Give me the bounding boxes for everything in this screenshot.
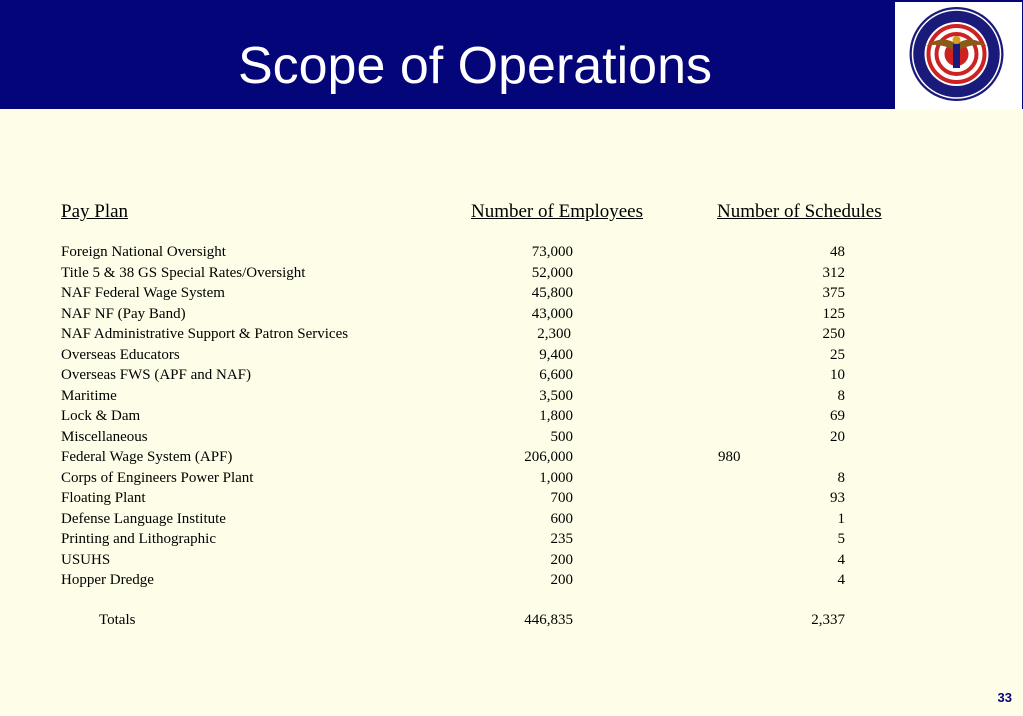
table-row xyxy=(61,529,901,550)
schedules-cell: 20 xyxy=(830,428,845,445)
employees-cell: 43,000 xyxy=(531,305,573,322)
employees-cell: 2,300 xyxy=(537,326,571,342)
pay-plan-cell: Maritime xyxy=(61,387,117,404)
column-header-schedules: Number of Schedules xyxy=(717,201,882,222)
table-row xyxy=(61,283,901,304)
slide-title: Scope of Operations xyxy=(237,37,713,95)
pay-plan-cell: Hopper Dredge xyxy=(61,572,154,588)
table-row xyxy=(61,365,901,386)
pay-plan-cell: Overseas Educators xyxy=(61,346,180,363)
table-row xyxy=(61,488,901,509)
employees-cell: 700 xyxy=(550,490,573,506)
employees-cell: 200 xyxy=(550,572,573,588)
schedules-cell: 25 xyxy=(830,346,845,363)
employees-cell: 1,000 xyxy=(539,469,573,486)
employees-cell: 235 xyxy=(550,531,573,547)
schedules-cell: 8 xyxy=(837,387,845,404)
pay-plan-cell: USUHS xyxy=(61,551,111,568)
table-row xyxy=(61,427,901,448)
table-row xyxy=(61,386,901,407)
schedules-cell: 5 xyxy=(837,531,845,547)
schedules-cell: 980 xyxy=(718,449,741,465)
pay-plan-table xyxy=(61,242,901,591)
employees-cell: 600 xyxy=(550,510,573,527)
pay-plan-cell: Foreign National Oversight xyxy=(61,244,226,260)
schedules-cell: 125 xyxy=(822,305,845,322)
schedules-cell: 69 xyxy=(830,408,845,424)
table-row xyxy=(61,468,901,489)
schedules-cell: 48 xyxy=(830,244,845,260)
pay-plan-cell: NAF NF (Pay Band) xyxy=(61,305,186,322)
pay-plan-cell: NAF Federal Wage System xyxy=(61,285,225,301)
pay-plan-cell: Federal Wage System (APF) xyxy=(61,449,233,465)
column-header-employees: Number of Employees xyxy=(471,201,644,222)
table-row xyxy=(61,324,901,345)
employees-cell: 500 xyxy=(550,428,573,445)
employees-cell: 45,800 xyxy=(531,285,573,301)
employees-cell: 6,600 xyxy=(539,367,573,383)
schedules-cell: 4 xyxy=(837,551,845,568)
seal-logo xyxy=(895,2,1022,109)
pay-plan-cell: Defense Language Institute xyxy=(61,510,226,527)
table-row xyxy=(61,447,901,468)
table-row xyxy=(61,509,901,530)
pay-plan-cell: Corps of Engineers Power Plant xyxy=(61,469,254,486)
totals-row xyxy=(61,610,901,631)
totals-schedules: 2,337 xyxy=(811,612,845,628)
pay-plan-cell: Floating Plant xyxy=(61,490,146,506)
pay-plan-cell: Title 5 & 38 GS Special Rates/Oversight xyxy=(61,264,306,281)
employees-cell: 9,400 xyxy=(539,346,573,363)
employees-cell: 206,000 xyxy=(524,449,573,465)
employees-cell: 1,800 xyxy=(539,408,573,424)
employees-cell: 73,000 xyxy=(531,244,573,260)
schedules-cell: 312 xyxy=(822,264,845,281)
schedules-cell: 1 xyxy=(837,510,845,527)
pay-plan-cell: NAF Administrative Support & Patron Services xyxy=(61,326,349,342)
pay-plan-cell: Miscellaneous xyxy=(61,428,148,445)
schedules-cell: 93 xyxy=(830,490,845,506)
schedules-cell: 10 xyxy=(830,367,845,383)
column-header-pay-plan: Pay Plan xyxy=(61,201,129,222)
employees-cell: 200 xyxy=(550,551,573,568)
table-row xyxy=(61,550,901,571)
pay-plan-cell: Overseas FWS (APF and NAF) xyxy=(61,367,251,383)
employees-cell: 52,000 xyxy=(531,264,573,281)
pay-plan-cell: Lock & Dam xyxy=(61,408,141,424)
schedules-cell: 8 xyxy=(837,469,845,486)
table-row xyxy=(61,242,901,263)
employees-cell: 3,500 xyxy=(539,387,573,404)
pay-plan-cell: Printing and Lithographic xyxy=(61,531,216,547)
table-row xyxy=(61,406,901,427)
table-row xyxy=(61,570,901,591)
totals-label: Totals xyxy=(99,612,136,628)
table-row xyxy=(61,304,901,325)
schedules-cell: 4 xyxy=(837,572,845,588)
table-row xyxy=(61,345,901,366)
schedules-cell: 250 xyxy=(822,326,845,342)
page-number: 33 xyxy=(997,690,1012,705)
table-row xyxy=(61,263,901,284)
totals-employees: 446,835 xyxy=(524,612,573,628)
schedules-cell: 375 xyxy=(822,285,845,301)
